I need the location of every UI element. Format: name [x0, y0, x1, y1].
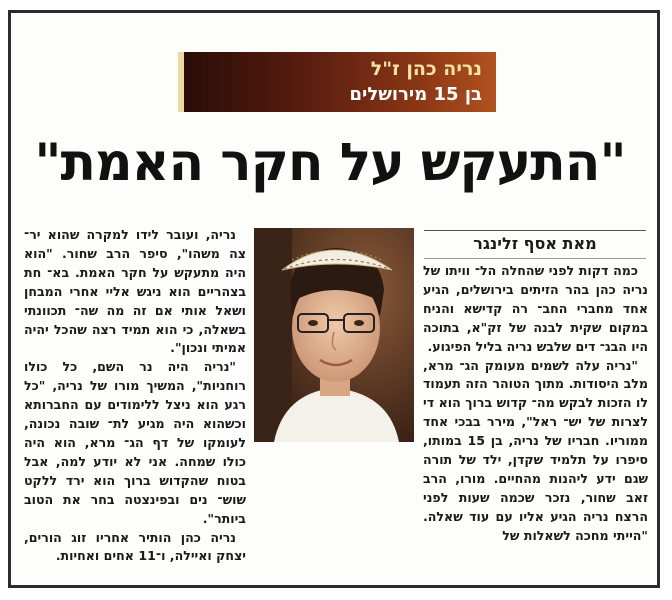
paragraph: כמה דקות לפני שהחלה הל־ וויתו של נריה כהן בהר הזיתים בירושלים, הגיע אחד מחברי החב־ רה קדישא והניח במקום שקית לבנה של זק"א, בתוכה היו הבג־ דים שלבש נריה בליל הפיגוע. [423, 263, 648, 354]
byline-rule [424, 230, 646, 231]
article-column-right [423, 262, 648, 582]
byline-rule-bottom [424, 258, 646, 259]
paragraph: "נריה היה נר השם, כל כולו רוחניות", המשיך מורו של נריה, "כל רגע הוא ניצל ללימודים עם החברותא וכשהוא היה מגיע לת־ שובה נכונה, לעומקו של דף הג־ מרא, הוא היה כולו שמחה. אני לא יודע למה, אבל בטוח שהקדוש ברוך הוא ירד ללקט שוש־ נים ובפינצטה בחר את הטוב ביותר". [24, 359, 246, 526]
banner-name: נריה כהן ז"ל [370, 58, 482, 80]
headline: "התעקש על חקר האמת" [34, 133, 626, 193]
paragraph: נריה כהן הותיר אחריו זוג הורים, יצחק ואיילה, ו־11 אחים ואחיות. [24, 529, 246, 564]
memorial-banner [178, 52, 496, 112]
byline: מאת אסף זלינגר [473, 234, 597, 253]
paragraph: "נריה עלה לשמים מעומק הג־ מרא, מלב היסודות. מתוך הטוהר הזה תעמוד לו הזכות לבקש מה־ קדוש ברוך הוא די לצרות של יש־ ראל", מירר בבכי אחד ממוריו. חבריו של נריה, בן 15 במותו, סיפרו על תלמיד שקדן, ילד של תורה שגם ידע ליהנות מהחיים. מורו, הרב זאב שחור, נזכר שכמה שעות לפני הרצח נריה הגיע אליו עם עוד שאלה. "הייתי מחכה לשאלות של [423, 357, 649, 543]
portrait-photo [254, 228, 414, 442]
article-column-left [24, 226, 246, 582]
portrait-illustration [254, 228, 414, 442]
banner-age-location: בן 15 מירושלים [349, 84, 482, 105]
paragraph: נריה, ועובר לידו למקרה שהוא יר־ צה משהו", סיפר הרב שחור. "הוא היה מתעקש על חקר האמת. בא־ חת בצהריים הוא ניגש אליי אחרי המבחן ושאל אותי אם זה מה שה־ תכוונתי בשאלה, כי הוא תמיד רצה שהכל יהיה אמיתי ונכון". [24, 227, 246, 356]
